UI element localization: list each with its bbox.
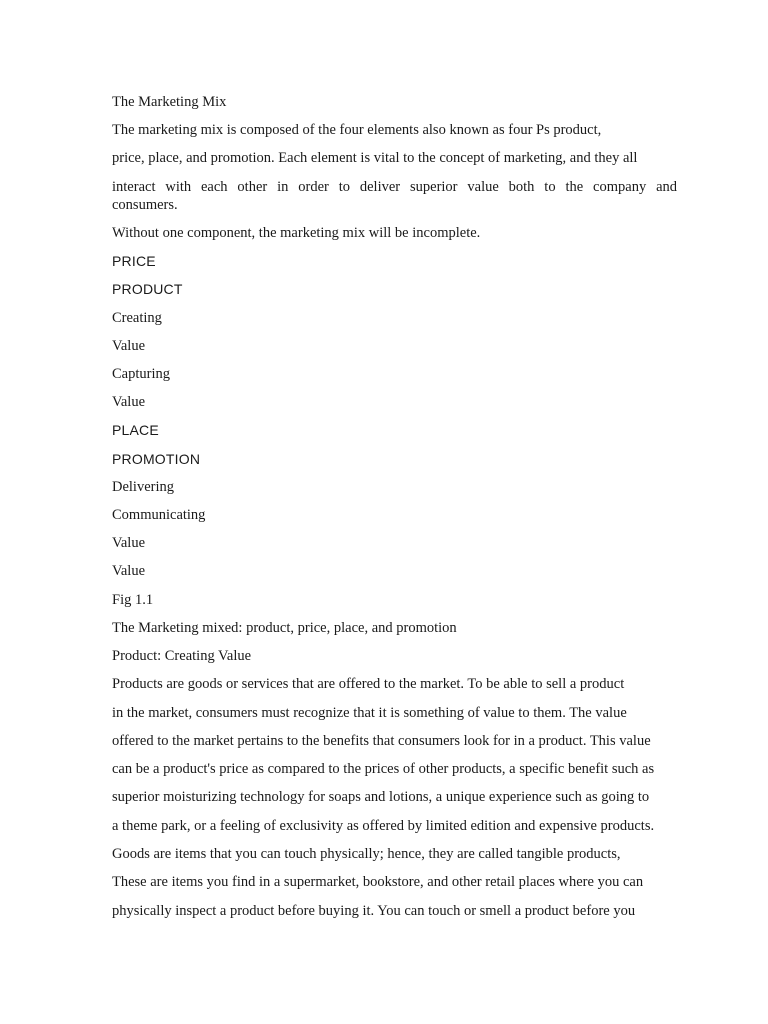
figure-label-price: PRICE bbox=[112, 253, 156, 269]
intro-line-4: consumers. bbox=[112, 197, 178, 213]
figure-label-value-2: Value bbox=[112, 394, 146, 410]
figure-label-creating: Creating bbox=[112, 310, 162, 326]
body-line-4: can be a product's price as compared to the prices of other products, a specific benefit such as bbox=[112, 761, 655, 777]
section-heading: Product: Creating Value bbox=[112, 648, 252, 664]
figure-label-communicating: Communicating bbox=[112, 507, 206, 523]
document-title: The Marketing Mix bbox=[112, 94, 227, 110]
intro-line-5: Without one component, the marketing mix will be incomplete. bbox=[112, 225, 481, 241]
figure-label-delivering: Delivering bbox=[112, 479, 175, 495]
intro-line-1: The marketing mix is composed of the four elements also known as four Ps product, bbox=[112, 122, 602, 138]
body-line-7: Goods are items that you can touch physically; hence, they are called tangible products, bbox=[112, 846, 621, 862]
intro-line-3: interact with each other in order to deliver superior value both to the company and bbox=[112, 179, 677, 195]
intro-line-2: price, place, and promotion. Each element is vital to the concept of marketing, and they all bbox=[112, 150, 638, 166]
figure-number: Fig 1.1 bbox=[112, 592, 154, 608]
figure-label-value-4: Value bbox=[112, 563, 146, 579]
body-line-9: physically inspect a product before buying it. You can touch or smell a product before you bbox=[112, 903, 636, 919]
figure-caption: The Marketing mixed: product, price, place, and promotion bbox=[112, 620, 457, 636]
figure-label-place: PLACE bbox=[112, 422, 159, 438]
body-line-3: offered to the market pertains to the benefits that consumers look for in a product. This value bbox=[112, 733, 651, 749]
body-line-2: in the market, consumers must recognize that it is something of value to them. The value bbox=[112, 705, 627, 721]
body-line-1: Products are goods or services that are offered to the market. To be able to sell a product bbox=[112, 676, 625, 692]
body-line-5: superior moisturizing technology for soaps and lotions, a unique experience such as going to bbox=[112, 789, 650, 805]
figure-label-value-3: Value bbox=[112, 535, 146, 551]
body-line-8: These are items you find in a supermarket, bookstore, and other retail places where you can bbox=[112, 874, 644, 890]
figure-label-capturing: Capturing bbox=[112, 366, 170, 382]
body-line-6: a theme park, or a feeling of exclusivity as offered by limited edition and expensive products. bbox=[112, 818, 655, 834]
figure-label-product: PRODUCT bbox=[112, 281, 183, 297]
figure-label-promotion: PROMOTION bbox=[112, 451, 201, 467]
figure-label-value-1: Value bbox=[112, 338, 146, 354]
